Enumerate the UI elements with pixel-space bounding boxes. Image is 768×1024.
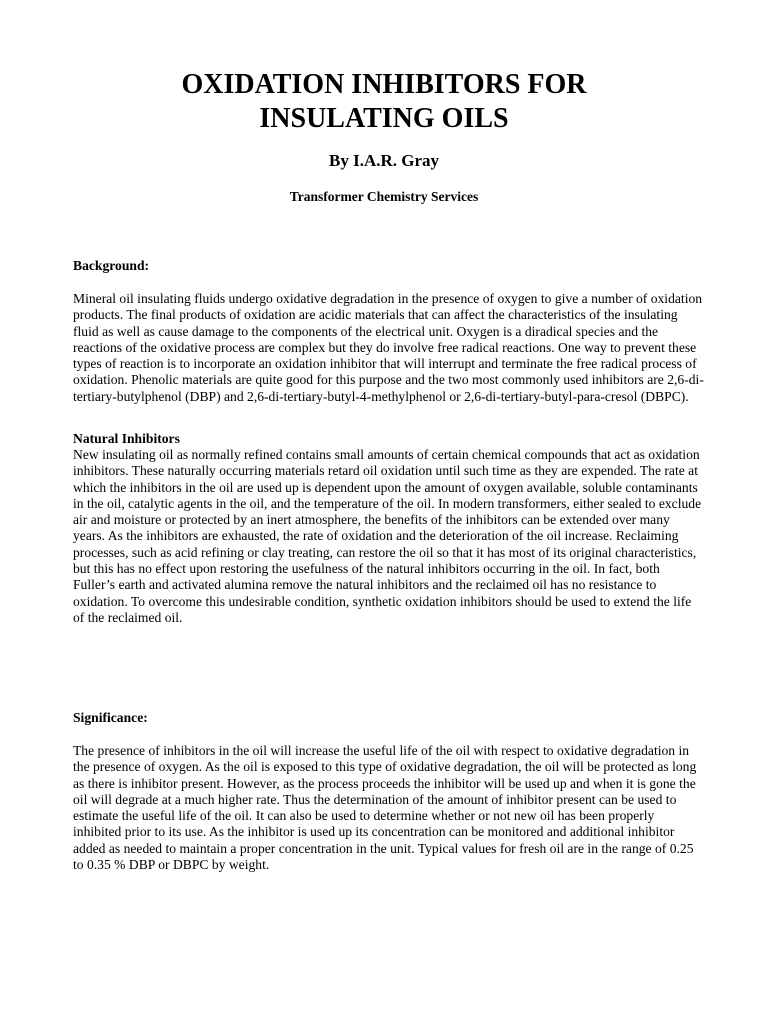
natural-inhibitors-paragraph: New insulating oil as normally refined contains small amounts of certain chemical compounds that act as oxidation inhibitors. These naturally occurring materials retard oil oxidation until such time as they are expended. The rate at which the inhibitors in the oil are used up is dependent upon the amount of oxygen available, soluble contaminants in the oil, catalytic agents in the oil, and the temperature of the oil. In modern transformers, either sealed to exclude air and moisture or protected by an inert atmosphere, the benefits of the inhibitors can be extended over many years. As the inhibitors are exhausted, the rate of oxidation and the deterioration of the oil increase. Reclaiming processes, such as acid refining or clay treating, can restore the oil so that it has most of its original characteristics, but this has no effect upon restoring the usefulness of the natural inhibitors occurring in the oil. In fact, both Fuller’s earth and activated alumina remove the natural inhibitors and the reclaimed oil has no resistance to oxidation. To overcome this undesirable condition, synthetic oxidation inhibitors should be used to extend the life of the reclaimed oil.: [73, 447, 702, 625]
document-title: [0, 68, 768, 136]
title-line-1: OXIDATION INHIBITORS FOR: [181, 69, 587, 100]
background-heading: Background:: [73, 258, 150, 273]
affiliation-line: Transformer Chemistry Services: [289, 189, 479, 204]
author-line: By I.A.R. Gray: [328, 151, 440, 170]
significance-paragraph: The presence of inhibitors in the oil will increase the useful life of the oil with respect to oxidative degradation in the presence of oxygen. As the oil is exposed to this type of oxidative degradation, the oil will be protected as long as there is inhibitor present. However, as the process proceeds the inhibitor will be used up and when it is gone the oil will degrade at a much higher rate. Thus the determination of the amount of inhibitor present can be used to estimate the useful life of the oil. It can also be used to determine whether or not new oil has been properly inhibited prior to its use. As the inhibitor is used up its concentration can be monitored and additional inhibitor added as needed to maintain a proper concentration in the unit. Typical values for fresh oil are in the range of 0.25 to 0.35 % DBP or DBPC by weight.: [73, 743, 697, 873]
significance-heading: Significance:: [73, 710, 148, 725]
natural-inhibitors-heading: Natural Inhibitors: [73, 431, 180, 446]
title-line-2: INSULATING OILS: [259, 103, 509, 134]
background-paragraph: Mineral oil insulating fluids undergo oxidative degradation in the presence of oxygen to give a number of oxidation products. The final products of oxidation are acidic materials that can affect the characteristics of the insulating fluid as well as cause damage to the components of the electrical unit. Oxygen is a diradical species and the reactions of the oxidative process are complex but they do involve free radical reactions. One way to prevent these types of reaction is to incorporate an oxidation inhibitor that will interrupt and terminate the free radical process of oxidation. Phenolic materials are quite good for this purpose and the two most commonly used inhibitors are 2,6-di-tertiary-butylphenol (DBP) and 2,6-di-tertiary-butyl-4-methylphenol or 2,6-di-tertiary-butyl-para-cresol (DBPC).: [73, 291, 704, 404]
